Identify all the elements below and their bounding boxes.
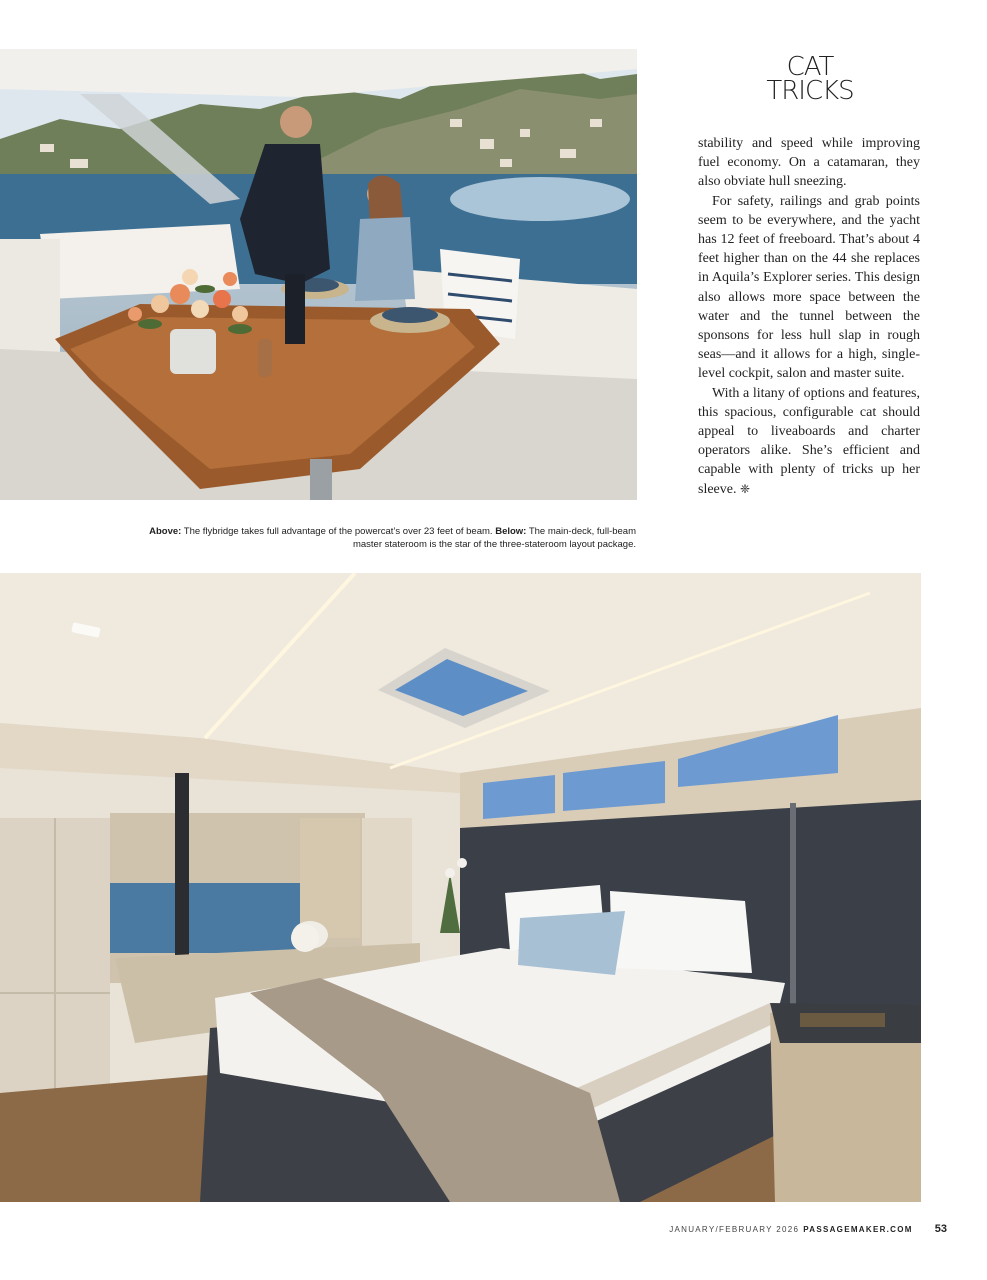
section-heading bbox=[740, 52, 880, 106]
end-mark-icon: ❈ bbox=[739, 481, 751, 496]
section-heading-line1: CAT bbox=[786, 52, 834, 82]
flybridge-photo bbox=[0, 49, 637, 500]
footer-issue: JANUARY/FEBRUARY 2026 bbox=[669, 1225, 800, 1234]
flybridge-photo-illustration bbox=[0, 49, 637, 500]
caption-above-text: The flybridge takes full advantage of the powercat’s over 23 feet of beam. bbox=[183, 526, 493, 537]
body-paragraph bbox=[698, 384, 920, 499]
stateroom-photo bbox=[0, 573, 921, 1202]
photo-caption bbox=[120, 525, 636, 551]
page-footer bbox=[669, 1223, 947, 1235]
caption-below-label: Below: bbox=[495, 526, 527, 537]
section-heading-line2: TRICKS bbox=[766, 76, 854, 106]
caption-above-label: Above: bbox=[149, 526, 182, 537]
page-number: 53 bbox=[934, 1223, 947, 1235]
stateroom-photo-illustration bbox=[0, 573, 921, 1202]
article-body bbox=[698, 134, 920, 499]
body-paragraph: For safety, railings and grab points seem to be everywhere, and the yacht has 12 feet of freeboard. That’s about 4 feet higher than on the 44 she replaces in Aquila’s Explorer series. This design also allows more space between the water and the tunnel between the sponsons for less hull slap in rough seas—and it allows for a high, single-level cockpit, salon and master suite. bbox=[698, 193, 920, 382]
footer-site: PASSAGEMAKER.COM bbox=[803, 1225, 913, 1234]
body-paragraph: stability and speed while improving fuel economy. On a catamaran, they also obviate hull sneezing. bbox=[698, 136, 920, 190]
body-paragraph-text: With a litany of options and features, this spacious, configurable cat should appeal to liveaboards and charter operators alike. She’s efficient and capable with plenty of tricks up her sleeve. bbox=[698, 385, 920, 497]
caption-below-text: The main-deck, full-beam master stateroom is the star of the three-stateroom layout package. bbox=[352, 526, 636, 550]
